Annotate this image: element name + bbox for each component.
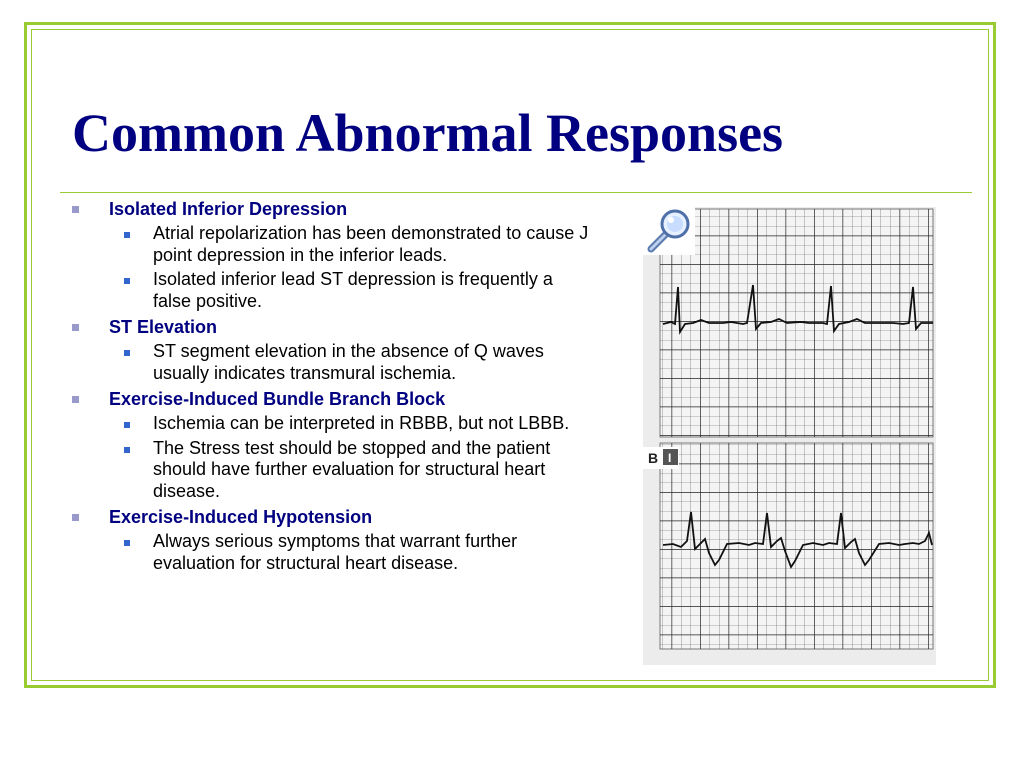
bullet-isolated-inferior-depression <box>68 198 598 220</box>
square-bullet-icon <box>124 350 130 356</box>
ecg-grid-b <box>660 443 933 649</box>
square-bullet-icon <box>72 514 79 521</box>
bullet-heading: Exercise-Induced Hypotension <box>109 507 373 527</box>
bullet-exercise-induced-bundle-branch-block <box>68 388 598 410</box>
square-bullet-icon <box>124 447 130 453</box>
sub-bullet <box>68 269 593 312</box>
square-bullet-icon <box>124 422 130 428</box>
bullet-heading: ST Elevation <box>109 317 218 337</box>
sub-bullet <box>68 438 593 503</box>
sub-bullet-text: Always serious symptoms that warrant further evaluation for structural heart disease. <box>153 531 518 573</box>
square-bullet-icon <box>72 396 79 403</box>
title-divider <box>60 192 972 193</box>
bullet-heading: Isolated Inferior Depression <box>109 199 348 219</box>
bullet-exercise-induced-hypotension <box>68 506 598 528</box>
sub-bullet-text: Isolated inferior lead ST depression is frequently a false positive. <box>153 269 553 311</box>
bullet-heading: Exercise-Induced Bundle Branch Block <box>109 389 446 409</box>
square-bullet-icon <box>72 324 79 331</box>
sub-bullet-text: ST segment elevation in the absence of Q waves usually indicates transmural ischemia. <box>153 341 544 383</box>
square-bullet-icon <box>72 206 79 213</box>
panel-b-lead: I <box>668 451 672 465</box>
sub-bullet-text: Atrial repolarization has been demonstrated to cause J point depression in the inferior leads. <box>153 223 589 265</box>
bullet-st-elevation <box>68 316 598 338</box>
slide-title: Common Abnormal Responses <box>72 103 784 163</box>
bullet-list <box>68 194 598 574</box>
sub-bullet-text: The Stress test should be stopped and the patient should have further evaluation for structural heart disease. <box>153 437 551 501</box>
square-bullet-icon <box>124 232 130 238</box>
sub-bullet-text: Ischemia can be interpreted in RBBB, but not LBBB. <box>153 413 570 433</box>
square-bullet-icon <box>124 540 130 546</box>
square-bullet-icon <box>124 278 130 284</box>
sub-bullet <box>68 531 593 574</box>
sub-bullet <box>68 413 593 435</box>
magnifier-icon <box>643 207 695 255</box>
sub-bullet <box>68 341 593 384</box>
panel-b-label: B <box>648 450 659 466</box>
sub-bullet <box>68 223 593 266</box>
ecg-strip-figure <box>643 207 936 665</box>
